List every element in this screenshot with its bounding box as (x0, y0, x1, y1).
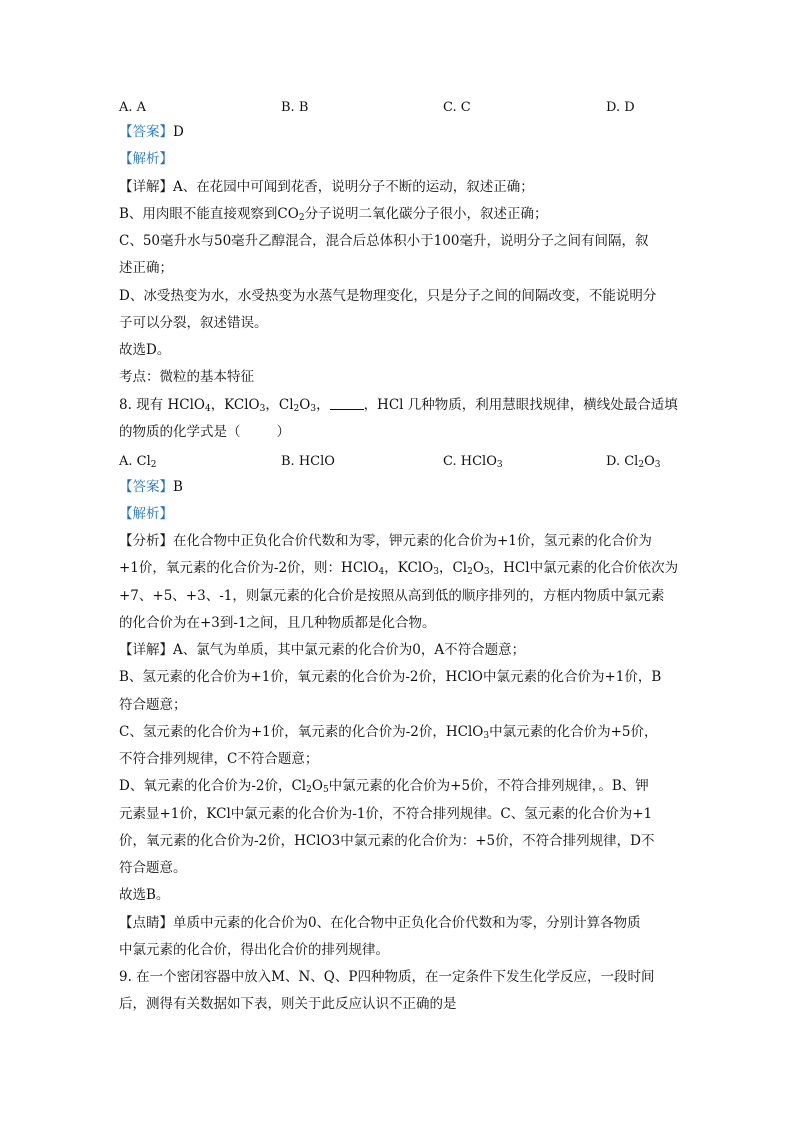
detail-text: D、氧元素的化合价为-2价，Cl (119, 778, 307, 794)
q7-option-d: D. D (606, 100, 635, 115)
q8-dianjing-line2: 中氯元素的化合价，得出化合价的排列规律。 (119, 942, 389, 958)
answer-tag: 【答案】 (119, 124, 173, 140)
stem-text: 8. 现有 HClO (119, 397, 205, 413)
fenxi-text: ，KClO (384, 560, 434, 576)
detail-text: C、氢元素的化合价为+1价，氧元素的化合价为-2价，HClO (119, 724, 484, 740)
option-text: B. HClO (281, 454, 335, 469)
stem-text: 的物质的化学式是（ (119, 424, 241, 440)
subscript: 5 (322, 785, 329, 795)
option-text: C. HClO (443, 454, 497, 469)
answer-value: B (173, 479, 183, 495)
option-text: D. Cl (606, 454, 639, 469)
q7-detail-c1: C、50毫升水与50毫升乙醇混合，混合后总体积小于100毫升，说明分子之间有间隔，叙 (119, 233, 649, 249)
subscript: 2 (638, 460, 645, 470)
q7-detail-b (119, 205, 679, 223)
answer-value: D (173, 124, 184, 140)
subscript: 3 (483, 567, 490, 577)
option-text: A. Cl (119, 454, 151, 469)
q7-kaodian: 考点：微粒的基本特征 (119, 369, 254, 385)
q8-detail-d2: 元素显+1价，KCl中氯元素的化合价为-1价，不符合排列规律。C、氢元素的化合价为+1 (119, 806, 653, 822)
detail-text: 中氯元素的化合价为+5价， (489, 724, 658, 740)
detail-text: 分子说明二氧化碳分子很小，叙述正确； (304, 206, 548, 222)
q7-detail-d2: 子可以分裂，叙述错误。 (119, 315, 268, 331)
fenxi-text: O (472, 560, 484, 576)
subscript: 2 (298, 213, 305, 223)
q8-detail-c1 (119, 723, 679, 741)
detail-tag: 【详解】 (119, 179, 173, 195)
q8-fenxi-line3: +7、+5、+3、-1，则氯元素的化合价是按照从高到低的顺序排列的，方框内物质中氯元素 (119, 588, 665, 604)
dianjing-text: 单质中元素的化合价为0、在化合物中正负化合价代数和为零，分别计算各物质 (173, 915, 641, 931)
subscript: 2 (150, 460, 157, 470)
q8-analysis-tag: 【解析】 (119, 506, 173, 522)
q7-option-a: A. A (119, 100, 147, 115)
stem-text: ，Cl (265, 397, 294, 413)
detail-text: B、用肉眼不能直接观察到CO (119, 206, 299, 222)
subscript: 3 (483, 731, 490, 741)
q9-stem-line1: 9. 在一个密闭容器中放入M、N、Q、P四种物质，在一定条件下发生化学反应，一段时间 (119, 969, 655, 985)
option-text: O (644, 454, 655, 469)
q8-detail-d3: 价，氧元素的化合价为-2价，HClO3中氯元素的化合价为：+5价，不符合排列规律，D不 (119, 833, 655, 849)
subscript: 2 (293, 404, 300, 414)
detail-text: 中氯元素的化合价为+5价，不符合排列规律，。B、钾 (328, 778, 649, 794)
q8-detail-c2: 不符合排列规律，C不符合题意； (119, 751, 319, 767)
q8-answer (119, 478, 679, 496)
q8-option-c (443, 453, 503, 471)
q7-analysis-tag: 【解析】 (119, 151, 173, 167)
stem-text: ） (276, 424, 290, 440)
fenxi-text: ，Cl (438, 560, 468, 576)
q8-detail-a (119, 641, 679, 659)
subscript: 3 (654, 460, 661, 470)
subscript: 4 (204, 404, 211, 414)
q8-option-b (281, 453, 335, 471)
q7-answer (119, 123, 679, 141)
fenxi-text: ，HCl中氯元素的化合价依次为 (489, 560, 679, 576)
answer-tag: 【答案】 (119, 479, 173, 495)
detail-tag: 【详解】 (119, 642, 173, 658)
stem-text: ， (316, 397, 330, 413)
fenxi-text: 在化合物中正负化合价代数和为零，钾元素的化合价为+1价，氢元素的化合价为 (173, 533, 652, 549)
q8-detail-d4: 符合题意。 (119, 860, 187, 876)
q7-choose: 故选D。 (119, 342, 171, 358)
subscript: 4 (378, 567, 385, 577)
stem-text: O (299, 397, 311, 413)
subscript: 3 (259, 404, 266, 414)
dianjing-tag: 【点睛】 (119, 915, 173, 931)
stem-text: ，HCl 几种物质，利用慧眼找规律，横线处最合适填 (363, 397, 678, 413)
q8-dianjing-line1 (119, 914, 679, 932)
q7-option-c: C. C (443, 100, 471, 115)
q8-detail-b2: 符合题意； (119, 697, 187, 713)
subscript: 3 (433, 567, 439, 577)
q8-stem-line1 (119, 396, 679, 414)
q8-detail-d1 (119, 777, 679, 795)
subscript: 3 (496, 460, 503, 470)
detail-text: O (311, 778, 323, 794)
q7-detail-c2: 述正确； (119, 260, 173, 276)
q8-option-a (119, 453, 157, 471)
detail-text: A、氯气为单质，其中氯元素的化合价为0，A不符合题意； (173, 642, 526, 658)
subscript: 3 (310, 404, 317, 414)
q8-fenxi-line1 (119, 532, 679, 550)
q8-detail-b1: B、氢元素的化合价为+1价，氧元素的化合价为-2价，HClO中氯元素的化合价为+1价，B (119, 669, 662, 685)
subscript: 2 (306, 785, 312, 795)
fenxi-tag: 【分析】 (119, 533, 173, 549)
q8-choose: 故选B。 (119, 887, 170, 903)
q8-option-d (606, 453, 660, 471)
q7-option-b: B. B (281, 100, 309, 115)
subscript: 2 (467, 567, 473, 577)
stem-text: ，KClO (210, 397, 260, 413)
q7-detail-d1: D、冰受热变为水，水受热变为水蒸气是物理变化，只是分子之间的间隔改变，不能说明分 (119, 288, 657, 304)
fenxi-text: +1价，氧元素的化合价为-2价，则：HClO (119, 560, 379, 576)
answer-blank[interactable] (330, 397, 364, 410)
q8-fenxi-line2 (119, 559, 679, 577)
q8-stem-line2 (119, 423, 679, 441)
detail-text: A、在花园中可闻到花香，说明分子不断的运动，叙述正确； (173, 179, 534, 195)
q8-fenxi-line4: 的化合价为在+3到-1之间，且几种物质都是化合物。 (119, 615, 436, 631)
q9-stem-line2: 后，测得有关数据如下表，则关于此反应认识不正确的是 (119, 996, 457, 1012)
q7-detail-a (119, 178, 679, 196)
